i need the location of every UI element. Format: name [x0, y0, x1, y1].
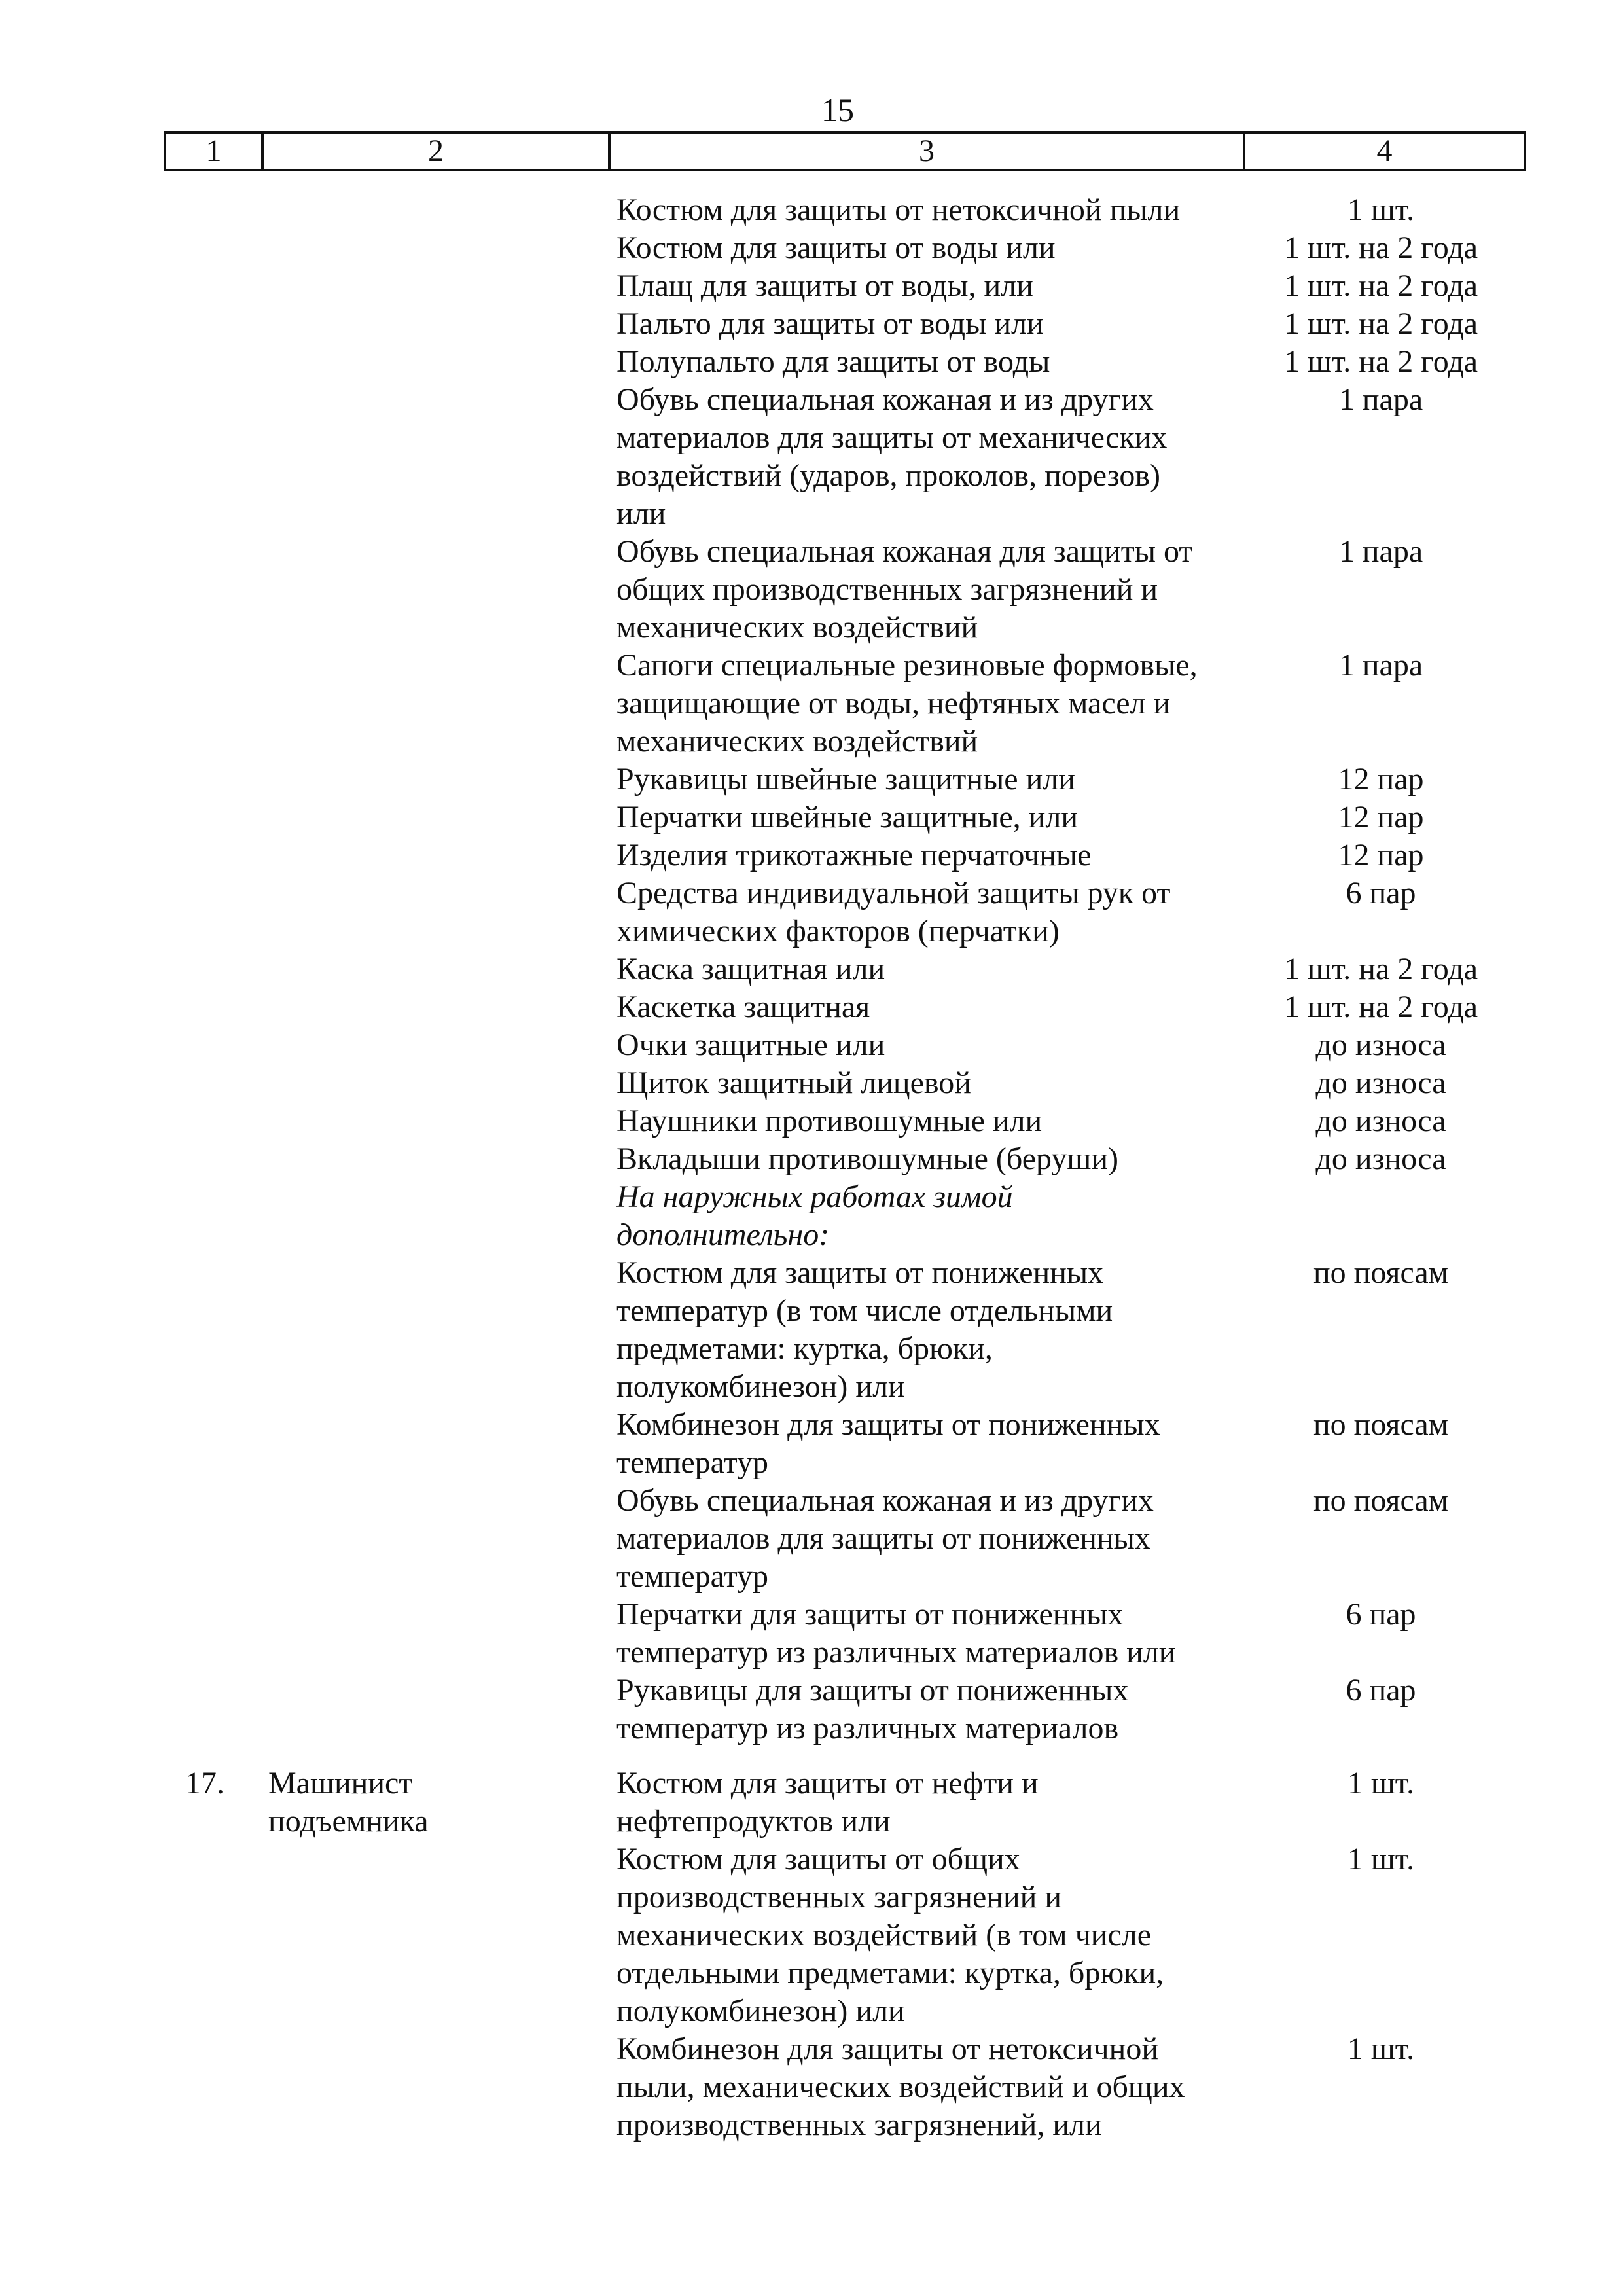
item-name: Каскетка защитная [616, 990, 870, 1024]
table-row [0, 874, 1623, 950]
item-name: Пальто для защиты от воды или [616, 306, 1044, 341]
header-col-2: 2 [264, 134, 611, 169]
table-row [0, 229, 1623, 267]
item-quantity: до износа [1315, 1066, 1446, 1100]
item-quantity: до износа [1315, 1141, 1446, 1176]
table-row [0, 1672, 1623, 1748]
items-list [0, 191, 1623, 1748]
table-row [0, 381, 1623, 533]
item-name: Костюм для защиты от воды или [616, 230, 1056, 265]
table-row [0, 1064, 1623, 1102]
table-row [0, 950, 1623, 988]
item-name: Каска защитная или [616, 952, 885, 986]
item-quantity: 1 пара [1338, 382, 1423, 417]
entry-number: 17. [185, 1766, 224, 1801]
table-row [0, 1406, 1623, 1482]
header-col-1: 1 [166, 134, 264, 169]
item-name: Рукавицы швейные защитные или [616, 762, 1075, 797]
item-quantity: 1 шт. [1347, 2032, 1415, 2066]
item-quantity: 12 пар [1338, 838, 1424, 872]
table-row [0, 191, 1623, 229]
item-name: На наружных работах зимой дополнительно: [616, 1179, 1013, 1252]
item-name: Сапоги специальные резиновые формовые, защищающие от воды, нефтяных масел и механических воздействий [616, 648, 1198, 759]
table-row [0, 1596, 1623, 1672]
header-col-3: 3 [611, 134, 1245, 169]
item-name: Изделия трикотажные перчаточные [616, 838, 1092, 872]
table-row [0, 1102, 1623, 1140]
item-quantity: до износа [1315, 1103, 1446, 1138]
item-quantity: 6 пар [1346, 1673, 1416, 1708]
item-name: Обувь специальная кожаная и из других материалов для защиты от пониженных температур [616, 1483, 1154, 1594]
table-row [0, 1482, 1623, 1596]
header-col-4: 4 [1376, 134, 1393, 168]
item-quantity: по поясам [1313, 1483, 1449, 1518]
item-quantity: 1 пара [1338, 534, 1423, 569]
item-quantity: 1 шт. [1347, 192, 1415, 227]
table-row [0, 267, 1623, 305]
item-quantity: 1 пара [1338, 648, 1423, 683]
item-name: Плащ для защиты от воды, или [616, 268, 1033, 303]
item-name: Щиток защитный лицевой [616, 1066, 971, 1100]
item-name: Наушники противошумные или [616, 1103, 1043, 1138]
table-row [0, 1254, 1623, 1406]
item-quantity: 1 шт. [1347, 1766, 1415, 1801]
table-row [0, 1765, 1623, 1840]
item-name: Очки защитные или [616, 1028, 885, 1062]
item-quantity: 1 шт. на 2 года [1283, 306, 1478, 341]
item-quantity: 12 пар [1338, 800, 1424, 834]
entry-17-items [0, 1765, 1623, 2144]
table-row [0, 1140, 1623, 1178]
item-name: Костюм для защиты от пониженных температур (в том числе отдельными предметами: куртка, брюки, полукомбинезон) или [616, 1255, 1113, 1404]
item-name: Обувь специальная кожаная для защиты от общих производственных загрязнений и механических воздействий [616, 534, 1193, 645]
item-quantity: 1 шт. [1347, 1842, 1415, 1876]
table-row [0, 1178, 1623, 1254]
item-name: Полупальто для защиты от воды [616, 344, 1050, 379]
item-name: Обувь специальная кожаная и из других материалов для защиты от механических воздействий (ударов, проколов, порезов) или [616, 382, 1168, 531]
item-quantity: по поясам [1313, 1407, 1449, 1442]
table-row [0, 1026, 1623, 1064]
item-quantity: 6 пар [1346, 1597, 1416, 1632]
item-quantity: 6 пар [1346, 876, 1416, 910]
item-name: Костюм для защиты от общих производственных загрязнений и механических воздействий (в том числе отдельными предметами: куртка, брюки, полукомбинезон) или [616, 1842, 1164, 2028]
item-quantity: 1 шт. на 2 года [1283, 990, 1478, 1024]
table-row [0, 1840, 1623, 2030]
table-row [0, 533, 1623, 647]
page-number: 15 [821, 92, 854, 128]
item-quantity: до износа [1315, 1028, 1446, 1062]
table-row [0, 305, 1623, 343]
table-row [0, 798, 1623, 836]
item-name: Комбинезон для защиты от пониженных температур [616, 1407, 1160, 1480]
table-row [0, 761, 1623, 798]
item-name: Костюм для защиты от нетоксичной пыли [616, 192, 1181, 227]
item-name: Комбинезон для защиты от нетоксичной пыли, механических воздействий и общих производственных загрязнений, или [616, 2032, 1185, 2142]
item-quantity: 1 шт. на 2 года [1283, 268, 1478, 303]
item-quantity: по поясам [1313, 1255, 1449, 1290]
table-row [0, 836, 1623, 874]
item-quantity: 1 шт. на 2 года [1283, 230, 1478, 265]
item-name: Рукавицы для защиты от пониженных температур из различных материалов [616, 1673, 1129, 1746]
item-name: Вкладыши противошумные (беруши) [616, 1141, 1118, 1176]
item-name: Костюм для защиты от нефти и нефтепродуктов или [616, 1766, 1039, 1839]
table-row [0, 988, 1623, 1026]
item-quantity: 1 шт. на 2 года [1283, 952, 1478, 986]
item-quantity: 12 пар [1338, 762, 1424, 797]
table-row [0, 343, 1623, 381]
item-name: Перчатки швейные защитные, или [616, 800, 1078, 834]
item-quantity: 1 шт. на 2 года [1283, 344, 1478, 379]
item-name: Средства индивидуальной защиты рук от химических факторов (перчатки) [616, 876, 1171, 948]
table-row [0, 2030, 1623, 2144]
profession-name: Машинист подъемника [268, 1766, 429, 1839]
table-row [0, 647, 1623, 761]
table-header [164, 131, 1526, 171]
item-name: Перчатки для защиты от пониженных температур из различных материалов или [616, 1597, 1176, 1670]
